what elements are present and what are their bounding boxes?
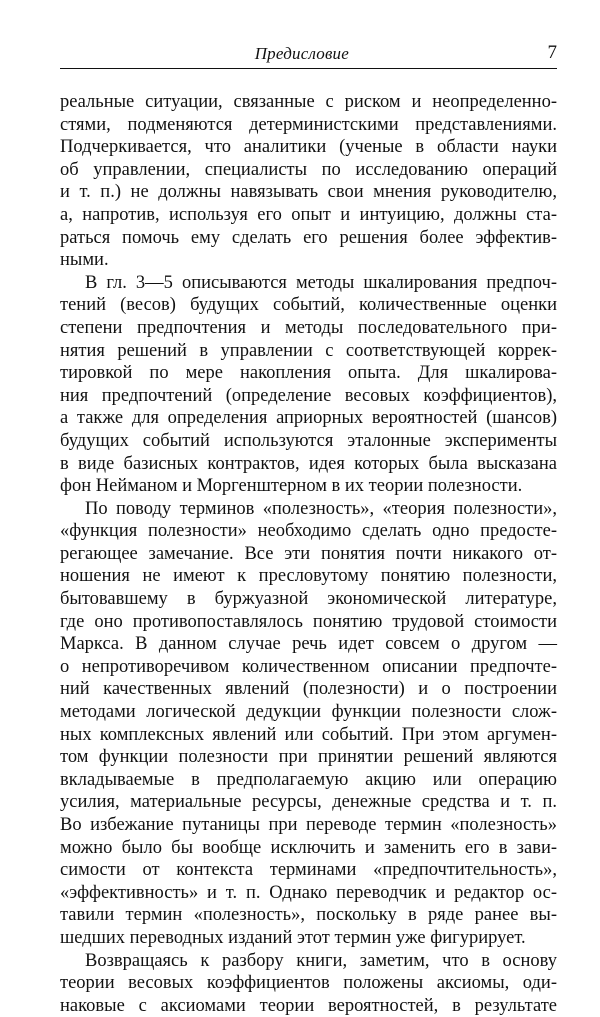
text-line: вкладываемые в предполагаемую акцию или операцию (60, 769, 557, 790)
text-line: В гл. 3—5 описываются методы шкалирования предпоч- (85, 272, 557, 293)
text-line: По поводу терминов «полезность», «теория полезности», (85, 498, 557, 519)
text-line: том функции полезности при принятии решений являются (60, 747, 557, 768)
text-line: регающее замечание. Все эти понятия почти никакого от- (60, 543, 557, 564)
text-line: Подчеркивается, что аналитики (ученые в области науки (60, 137, 557, 158)
text-line: степени предпочтения и методы последовательного при- (60, 317, 557, 338)
book-page (60, 40, 557, 1017)
text-line: ний качественных явлений (полезности) и о построении (60, 679, 557, 700)
page-number: 7 (547, 42, 557, 63)
text-line: Возвращаясь к разбору книги, заметим, что в основу (85, 950, 557, 971)
text-line: реальные ситуации, связанные с риском и неопределенно- (60, 92, 557, 112)
text-line: «функция полезности» необходимо сделать одно предосте- (60, 521, 557, 542)
text-line: Маркса. В данном случае речь идет совсем о другом — (60, 634, 557, 655)
text-line: бытовавшему в буржуазной экономической литературе, (60, 589, 557, 610)
text-line: шедших переводных изданий этот термин уже фигурирует. (60, 927, 526, 948)
body-text (60, 91, 557, 1017)
text-line: усилия, материальные ресурсы, денежные средства и т. п. (60, 792, 557, 813)
paragraph (60, 91, 557, 272)
text-line: наковые с аксиомами теории вероятностей, в результате (60, 995, 557, 1016)
text-line: в виде базисных контрактов, идея которых была высказана (60, 453, 557, 474)
text-line: а также для определения априорных вероятностей (шансов) (60, 408, 557, 429)
text-line: ния предпочтений (определение весовых коэффициентов), (60, 385, 557, 406)
text-line: тировкой по мере накопления опыта. Для шкалирова- (60, 363, 557, 384)
text-line: тений (весов) будущих событий, количественные оценки (60, 295, 557, 316)
text-line: о непротиворечивом количественном описании предпочте- (60, 656, 557, 677)
text-line: нятия решений в управлении с соответствующей коррек- (60, 340, 557, 361)
running-title: Предисловие (254, 44, 349, 63)
paragraph (60, 498, 557, 950)
text-line: Во избежание путаницы при переводе термин «полезность» (60, 815, 557, 835)
paragraph (60, 950, 557, 1017)
text-line: раться помочь ему сделать его решения более эффектив- (60, 227, 557, 248)
text-line: можно было бы вообще исключить и заменить его в зави- (60, 837, 557, 858)
text-line: где оно противопоставлялось понятию трудовой стоимости (60, 611, 557, 632)
text-line: тавили термин «полезность», поскольку в ряде ранее вы- (60, 905, 557, 926)
text-line: об управлении, специалисты по исследованию операций (60, 159, 557, 180)
text-line: стями, подменяются детерминистскими представлениями. (60, 114, 557, 135)
text-line: а, напротив, используя его опыт и интуицию, должны ста- (60, 204, 557, 225)
text-line: фон Нейманом и Моргенштерном в их теории полезности. (60, 476, 523, 497)
text-line: теории весовых коэффициентов положены аксиомы, оди- (60, 973, 557, 994)
running-header (60, 40, 557, 69)
text-line: ными. (60, 250, 109, 271)
text-line: ных комплексных явлений или событий. При этом аргумен- (60, 724, 557, 745)
text-line: методами логической дедукции функции полезности слож- (60, 702, 557, 723)
text-line: симости от контекста терминами «предпочтительность», (60, 860, 557, 881)
text-line: будущих событий используются эталонные эксперименты (60, 430, 557, 451)
text-line: ношения не имеют к пресловутому понятию полезности, (60, 566, 557, 587)
text-line: и т. п.) не должны навязывать свои мнения руководителю, (60, 182, 557, 203)
paragraph (60, 272, 557, 498)
text-line: «эффективность» и т. п. Однако переводчик и редактор ос- (60, 882, 557, 903)
